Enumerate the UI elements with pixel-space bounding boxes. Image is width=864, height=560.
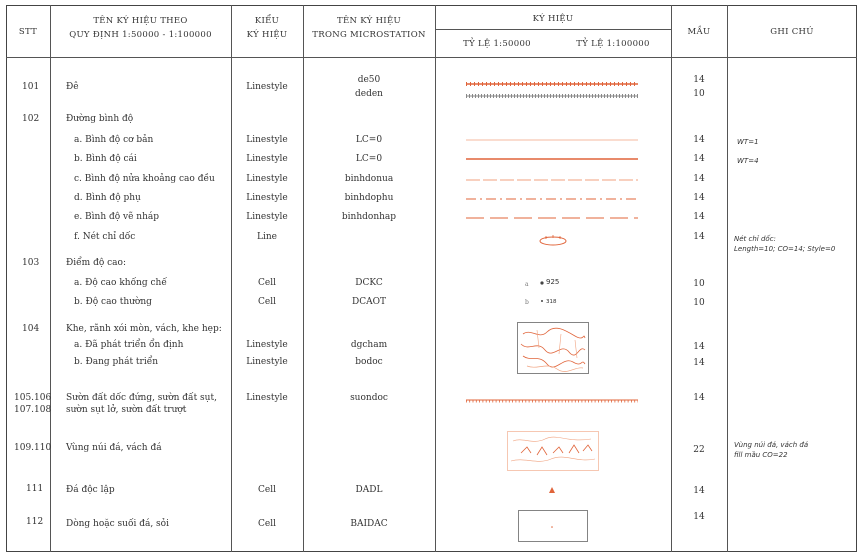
symbol-label: a <box>525 281 529 288</box>
contour-basic-symbol <box>466 137 638 143</box>
symbol-label: b <box>525 299 529 306</box>
row-ms: binhdophu <box>344 193 394 203</box>
row-name: a. Bình độ cơ bản <box>74 135 154 145</box>
row-stt: 112 <box>26 517 44 527</box>
row-note: WT=1 <box>737 138 759 146</box>
row-color: 14 <box>693 232 705 242</box>
row-name: Vùng núi đá, vách đá <box>66 443 162 453</box>
row-ms: bodoc <box>355 357 383 367</box>
row-stt: 109.110 <box>14 443 52 453</box>
row-ms: BAIDAC <box>350 519 388 529</box>
row-note: fill mầu CO=22 <box>734 451 788 459</box>
gully-symbol <box>517 322 589 374</box>
row-color: 14 <box>693 358 705 368</box>
row-color: 14 <box>693 512 705 522</box>
row-name: d. Bình độ phụ <box>74 193 141 203</box>
row-ms: binhdonua <box>344 174 394 184</box>
row-name: b. Đang phát triển <box>74 357 159 367</box>
contour-draft-symbol <box>466 215 638 221</box>
row-stt: 104 <box>22 324 40 334</box>
row-ms: binhdonhap <box>341 212 397 222</box>
row-color: 14 <box>693 135 705 145</box>
header-color: MẦU <box>687 27 711 37</box>
row-note: Nét chỉ dốc: <box>734 235 776 243</box>
row-ms: LC=0 <box>355 154 383 164</box>
header-type-2: KÝ HIỆU <box>246 30 288 40</box>
contour-half-symbol <box>466 177 638 183</box>
row-type: Cell <box>258 278 276 288</box>
row-type: Linestyle <box>246 82 288 92</box>
row-stt: 107.108 <box>14 405 52 415</box>
row-type: Linestyle <box>246 357 288 367</box>
row-color: 22 <box>693 445 705 455</box>
row-stt: 102 <box>22 114 40 124</box>
row-name: a. Độ cao khống chế <box>74 278 167 288</box>
row-type: Linestyle <box>246 340 288 350</box>
row-type: Linestyle <box>246 212 288 222</box>
row-ms: dgcham <box>350 340 388 350</box>
row-note: Vùng núi đá, vách đá <box>734 441 809 449</box>
row-name: sườn sụt lở, sườn đất trượt <box>66 405 187 415</box>
row-color: 14 <box>693 212 705 222</box>
row-color: 14 <box>693 75 705 85</box>
row-stt: 101 <box>22 82 40 92</box>
header-ms-2: TRONG MICROSTATION <box>312 30 426 40</box>
contour-index-symbol <box>466 156 638 162</box>
slope-symbol <box>466 397 638 405</box>
header-divider <box>6 57 857 58</box>
row-color: 14 <box>693 154 705 164</box>
row-stt: 111 <box>26 484 44 494</box>
header-scale-50k: TỶ LỆ 1:50000 <box>463 39 531 49</box>
row-color: 10 <box>693 298 705 308</box>
row-name: b. Độ cao thường <box>74 297 152 307</box>
row-type: Linestyle <box>246 154 288 164</box>
row-name: b. Bình độ cái <box>74 154 137 164</box>
row-ms: suondoc <box>350 393 388 403</box>
row-stt: 105.106 <box>14 393 52 403</box>
divider <box>435 5 436 552</box>
row-type: Linestyle <box>246 393 288 403</box>
row-name: Đá độc lập <box>66 485 115 495</box>
row-note: Length=10; CO=14; Style=0 <box>734 245 836 253</box>
divider <box>50 5 51 552</box>
row-color: 14 <box>693 486 705 496</box>
row-color: 10 <box>693 89 705 99</box>
row-ms: DCAOT <box>352 297 386 307</box>
slope-tick-symbol <box>536 234 570 248</box>
row-name: a. Đã phát triển ổn định <box>74 340 184 350</box>
control-elevation-value: 925 <box>546 278 560 286</box>
gravel-stream-symbol <box>518 510 588 542</box>
row-name: Đê <box>66 82 79 92</box>
header-ms: TÊN KÝ HIỆU <box>337 16 401 26</box>
header-name: TÊN KÝ HIỆU THEO <box>93 16 188 26</box>
row-name: Sườn đất dốc đứng, sườn đất sụt, <box>66 393 217 403</box>
boulder-symbol <box>548 486 556 494</box>
row-type: Cell <box>258 297 276 307</box>
row-ms: DADL <box>355 485 383 495</box>
row-color: 14 <box>693 342 705 352</box>
row-color: 14 <box>693 393 705 403</box>
row-stt: 103 <box>22 258 40 268</box>
row-type: Cell <box>258 485 276 495</box>
row-color: 14 <box>693 174 705 184</box>
row-note: WT=4 <box>737 157 759 165</box>
row-color: 10 <box>693 279 705 289</box>
header-note: GHI CHÚ <box>770 27 814 37</box>
row-color: 14 <box>693 193 705 203</box>
row-name: Đường bình độ <box>66 114 134 124</box>
header-subdivider <box>435 29 671 30</box>
row-type: Cell <box>258 519 276 529</box>
row-type: Line <box>257 232 277 242</box>
header-scale-100k: TỶ LỆ 1:100000 <box>576 39 650 49</box>
header-stt: STT <box>18 27 38 37</box>
rock-area-symbol <box>507 431 599 471</box>
row-type: Linestyle <box>246 135 288 145</box>
row-name: Điểm độ cao: <box>66 258 126 268</box>
header-type: KIỂU <box>254 16 280 26</box>
row-type: Linestyle <box>246 174 288 184</box>
row-ms: de50 <box>357 75 381 85</box>
contour-auxiliary-symbol <box>466 196 638 202</box>
row-ms: LC=0 <box>355 135 383 145</box>
row-name: Dòng hoặc suối đá, sỏi <box>66 519 169 529</box>
spot-elevation-value: 318 <box>546 299 557 305</box>
row-type: Linestyle <box>246 193 288 203</box>
dike-symbol <box>466 78 638 102</box>
row-name: Khe, rãnh xói mòn, vách, khe hẹp: <box>66 324 222 334</box>
row-name: c. Bình độ nửa khoảng cao đều <box>74 174 215 184</box>
row-name: f. Nét chỉ dốc <box>74 232 136 242</box>
row-ms: deden <box>355 89 383 99</box>
row-ms: DCKC <box>355 278 383 288</box>
control-point-dot <box>538 279 546 287</box>
spot-point-dot <box>539 298 545 304</box>
header-symbol: KÝ HIỆU <box>532 14 574 24</box>
divider <box>727 5 728 552</box>
row-name: e. Bình độ vẽ nháp <box>74 212 160 222</box>
header-name-2: QUY ĐỊNH 1:50000 - 1:100000 <box>69 30 212 40</box>
